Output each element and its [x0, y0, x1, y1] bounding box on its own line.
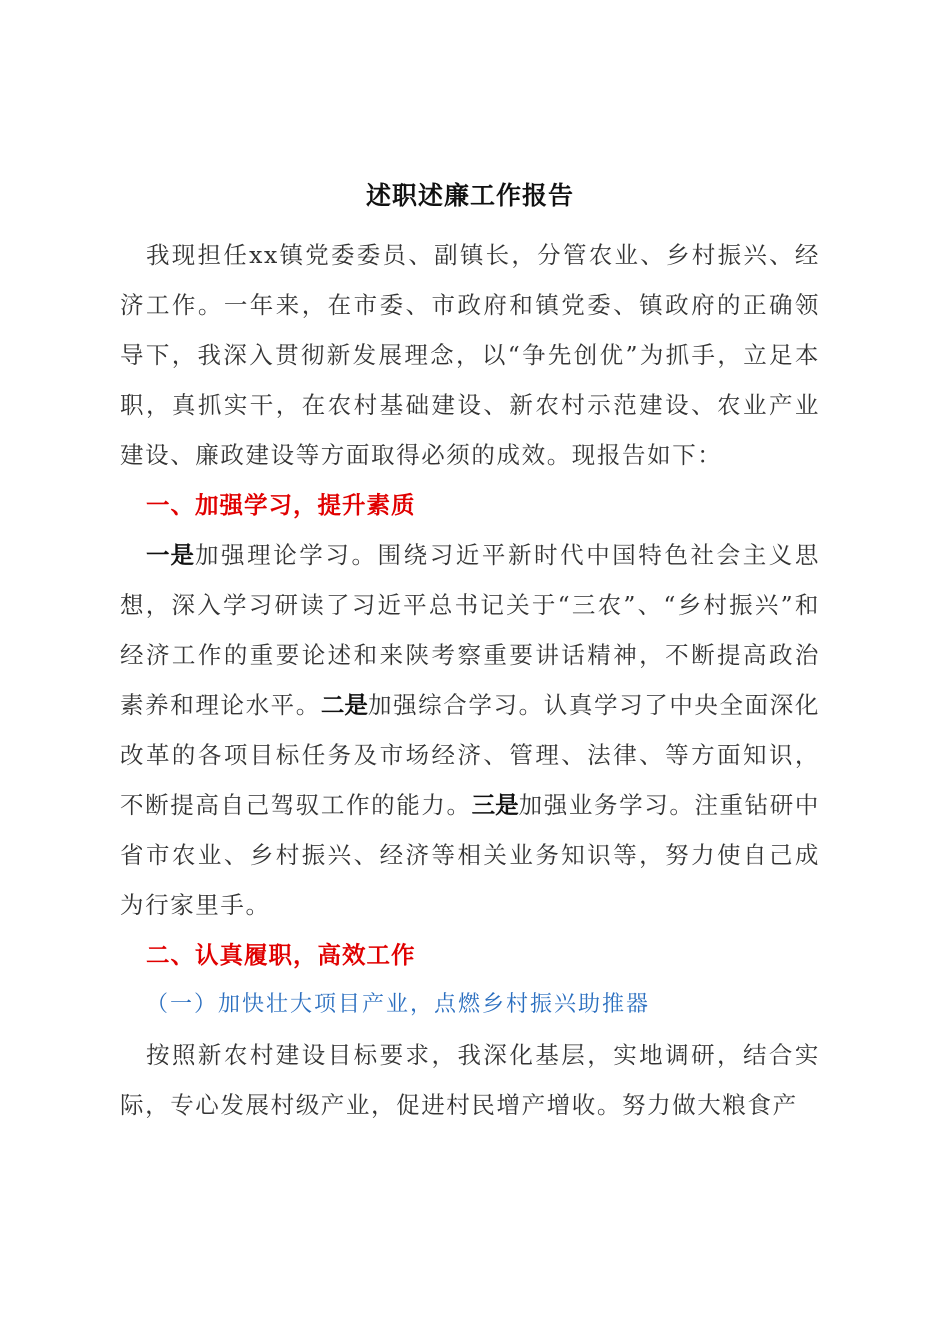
subsection-heading-industry: （一）加快壮大项目产业，点燃乡村振兴助推器: [146, 992, 651, 1017]
study-text-business: 加强业务学习。注重钻研中省市农业、乡村振兴、经济等相关业务知识等，努力使自己成为行家里手。: [120, 791, 820, 919]
industry-paragraph: 按照新农村建设目标要求，我深化基层，实地调研，结合实际，专心发展村级产业，促进村民增产增收。努力做大粮食产: [120, 1041, 820, 1119]
intro-paragraph: 我现担任xx镇党委委员、副镇长，分管农业、乡村振兴、经济工作。一年来，在市委、市政府和镇党委、镇政府的正确领导下，我深入贯彻新发展理念，以“争先创优”为抓手，立足本职，真抓实干，在农村基础建设、新农村示范建设、农业产业建设、廉政建设等方面取得必须的成效。现报告如下：: [120, 241, 820, 469]
study-text-comprehensive: 加强综合学习。认真学习了中央全面深化改革的各项目标任务及市场经济、管理、法律、等方面知识，不断提高自己驾驭工作的能力。: [120, 691, 820, 819]
section-heading-study: 一、加强学习，提升素质: [146, 491, 416, 519]
study-text-theory: 加强理论学习。围绕习近平新时代中国特色社会主义思想，深入学习研读了习近平总书记关于“三农”、“乡村振兴”和经济工作的重要论述和来陕考察重要讲话精神，不断提高政治素养和理论水平。: [120, 541, 820, 719]
document-title: 述职述廉工作报告: [365, 181, 574, 210]
section-heading-duty: 二、认真履职，高效工作: [146, 941, 416, 969]
document-page: [120, 176, 820, 1130]
lead-first: 一是: [146, 541, 195, 569]
lead-second: 二是: [320, 691, 368, 719]
study-paragraph: [120, 530, 820, 930]
lead-third: 三是: [471, 791, 519, 819]
